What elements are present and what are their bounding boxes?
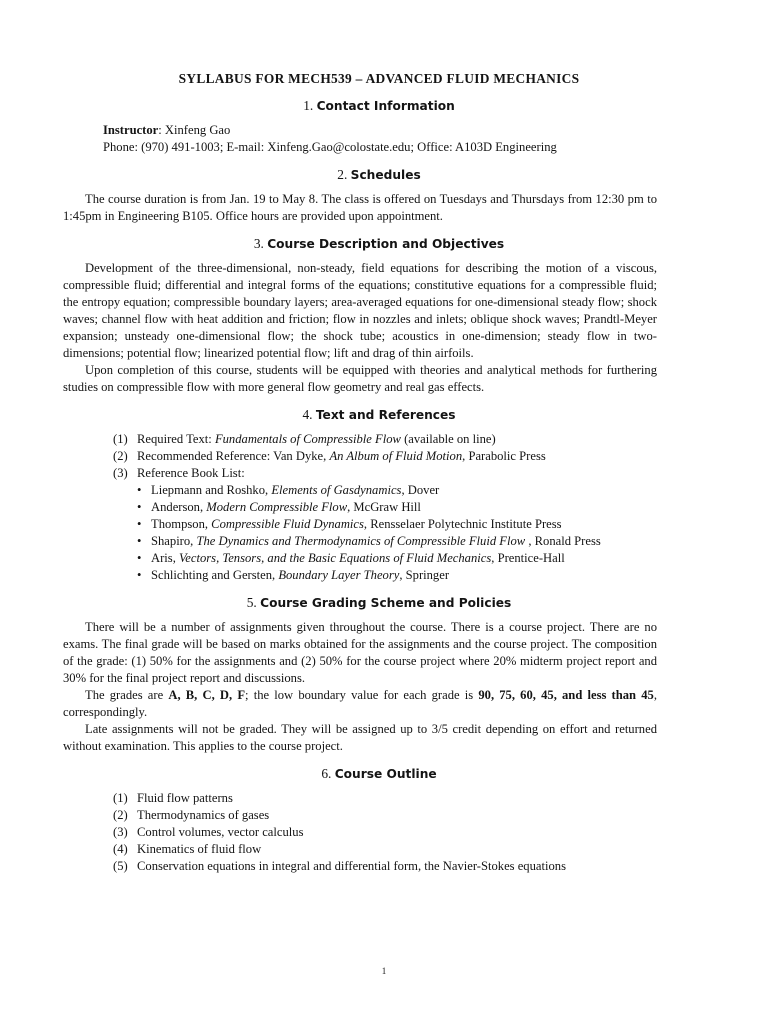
outline-item xyxy=(113,807,655,824)
section-label: Schedules xyxy=(350,168,421,182)
book-item xyxy=(137,550,655,567)
outline-number: (1) xyxy=(113,791,128,805)
section-heading-outline xyxy=(103,765,655,783)
outline-list xyxy=(103,790,655,875)
outline-item xyxy=(113,824,655,841)
contact-details: Phone: (970) 491-1003; E-mail: Xinfeng.Gao@colostate.edu; Office: A103D Engineering xyxy=(103,140,557,154)
reference-prefix: Reference Book List: xyxy=(137,466,245,480)
bullet-icon: • xyxy=(137,500,142,514)
grading-paragraph: There will be a number of assignments given throughout the course. There is a course project. There are no exams. The final grade will be based on marks obtained for the assignments and the course project. The composition of the grade: (1) 50% for the assignments and (2) 50% for the course project where 20% midterm project report and 30% for the final project report and discussions. xyxy=(63,620,657,685)
instructor-name: : Xinfeng Gao xyxy=(158,123,231,137)
book-item xyxy=(137,533,655,550)
schedule-paragraph: The course duration is from Jan. 19 to May 8. The class is offered on Tuesdays and Thursdays from 12:30 pm to 1:45pm in Engineering B105. Office hours are provided upon appointment. xyxy=(63,192,657,223)
section-label: Contact Information xyxy=(316,99,455,113)
book-title: Compressible Fluid Dynamics xyxy=(211,517,364,531)
grade-text-c: , correspondingly. xyxy=(63,688,657,719)
reference-title: Fundamentals of Compressible Flow xyxy=(214,432,401,446)
section-label: Text and References xyxy=(315,408,456,422)
outline-number: (3) xyxy=(113,825,128,839)
outline-text: Thermodynamics of gases xyxy=(137,808,270,822)
book-item xyxy=(137,482,655,499)
reference-title: An Album of Fluid Motion xyxy=(329,449,463,463)
outline-text: Conservation equations in integral and differential form, the Navier-Stokes equations xyxy=(137,859,566,873)
bullet-icon: • xyxy=(137,483,142,497)
book-author: Liepmann and Roshko, xyxy=(151,483,272,497)
late-policy-paragraph: Late assignments will not be graded. They will be assigned up to 3/5 credit depending on effort and returned without examination. This applies to the course project. xyxy=(63,722,657,753)
document-title: SYLLABUS FOR MECH539 – ADVANCED FLUID MECHANICS xyxy=(178,71,580,86)
book-publisher: , Ronald Press xyxy=(525,534,601,548)
section-label: Course Grading Scheme and Policies xyxy=(260,596,512,610)
book-author: Aris, xyxy=(151,551,179,565)
book-title: Vectors, Tensors, and the Basic Equations of Fluid Mechanics xyxy=(179,551,492,565)
reference-book-list xyxy=(113,482,655,584)
book-item xyxy=(137,567,655,584)
instructor-line xyxy=(103,122,655,139)
reference-number: (1) xyxy=(113,432,128,446)
instructor-label: Instructor xyxy=(103,123,159,137)
bullet-icon: • xyxy=(137,534,142,548)
syllabus-page xyxy=(63,70,657,875)
section-number: 6. xyxy=(321,766,332,781)
grade-boundaries-paragraph xyxy=(63,687,657,721)
description-paragraph: Development of the three-dimensional, non-steady, field equations for describing the motion of a viscous, compressible fluid; differential and integral forms of the equations; constitutive equations for a compressible fluid; the entropy equation; compressible boundary layers; area-averaged equations for one-dimensional steady flow; shock waves; channel flow with heat addition and friction; flow in nozzles and inlets; oblique shock waves; Prandtl-Meyer expansion; unsteady one-dimensional flow; the shock tube; acoustics in one-dimension; steady flow in two-dimensions; potential flow; linearized potential flow; lift and drag of thin airfoils. xyxy=(63,261,657,360)
section-heading-schedules xyxy=(103,166,655,184)
book-publisher: , Springer xyxy=(399,568,450,582)
bullet-icon: • xyxy=(137,551,142,565)
section-number: 3. xyxy=(253,236,264,251)
reference-prefix: Recommended Reference: Van Dyke, xyxy=(137,449,330,463)
reference-number: (2) xyxy=(113,449,128,463)
book-publisher: , Rensselaer Polytechnic Institute Press xyxy=(363,517,562,531)
outline-number: (2) xyxy=(113,808,128,822)
section-number: 5. xyxy=(246,595,257,610)
reference-item xyxy=(113,431,655,448)
section-number: 1. xyxy=(303,98,314,113)
grade-letters: A, B, C, D, F xyxy=(168,688,246,702)
book-title: Elements of Gasdynamics xyxy=(271,483,402,497)
book-author: Schlichting and Gersten, xyxy=(151,568,279,582)
reference-prefix: Required Text: xyxy=(137,432,215,446)
bullet-icon: • xyxy=(137,517,142,531)
reference-suffix: (available on line) xyxy=(400,432,496,446)
book-title: The Dynamics and Thermodynamics of Compressible Fluid Flow xyxy=(196,534,526,548)
section-heading-contact xyxy=(103,97,655,115)
book-author: Thompson, xyxy=(151,517,212,531)
section-number: 4. xyxy=(302,407,313,422)
contact-block xyxy=(103,122,655,156)
outline-item xyxy=(113,790,655,807)
book-author: Shapiro, xyxy=(151,534,197,548)
book-publisher: , Dover xyxy=(401,483,440,497)
outline-number: (4) xyxy=(113,842,128,856)
bullet-icon: • xyxy=(137,568,142,582)
outline-number: (5) xyxy=(113,859,128,873)
section-number: 2. xyxy=(337,167,348,182)
section-heading-references xyxy=(103,406,655,424)
outline-text: Kinematics of fluid flow xyxy=(137,842,262,856)
grade-values: 90, 75, 60, 45, and less than 45 xyxy=(478,688,654,702)
book-item xyxy=(137,499,655,516)
references-list xyxy=(103,431,655,584)
book-title: Boundary Layer Theory xyxy=(278,568,400,582)
reference-item xyxy=(113,465,655,584)
reference-number: (3) xyxy=(113,466,128,480)
section-label: Course Description and Objectives xyxy=(267,237,505,251)
outline-item xyxy=(113,841,655,858)
book-item xyxy=(137,516,655,533)
book-publisher: , Prentice-Hall xyxy=(491,551,565,565)
outline-text: Fluid flow patterns xyxy=(137,791,233,805)
reference-suffix: , Parabolic Press xyxy=(462,449,546,463)
book-author: Anderson, xyxy=(151,500,207,514)
objectives-paragraph: Upon completion of this course, students will be equipped with theories and analytical methods for furthering studies on compressible flow with more general flow geometry and real gas effects. xyxy=(63,363,657,394)
book-title: Modern Compressible Flow xyxy=(206,500,348,514)
outline-text: Control volumes, vector calculus xyxy=(137,825,304,839)
outline-item xyxy=(113,858,655,875)
section-heading-grading xyxy=(103,594,655,612)
grade-text-b: ; the low boundary value for each grade is xyxy=(245,688,479,702)
section-heading-description xyxy=(103,235,655,253)
page-number: 1 xyxy=(381,966,387,976)
book-publisher: , McGraw Hill xyxy=(347,500,421,514)
reference-item xyxy=(113,448,655,465)
section-label: Course Outline xyxy=(334,767,437,781)
grade-text-a: The grades are xyxy=(85,688,169,702)
